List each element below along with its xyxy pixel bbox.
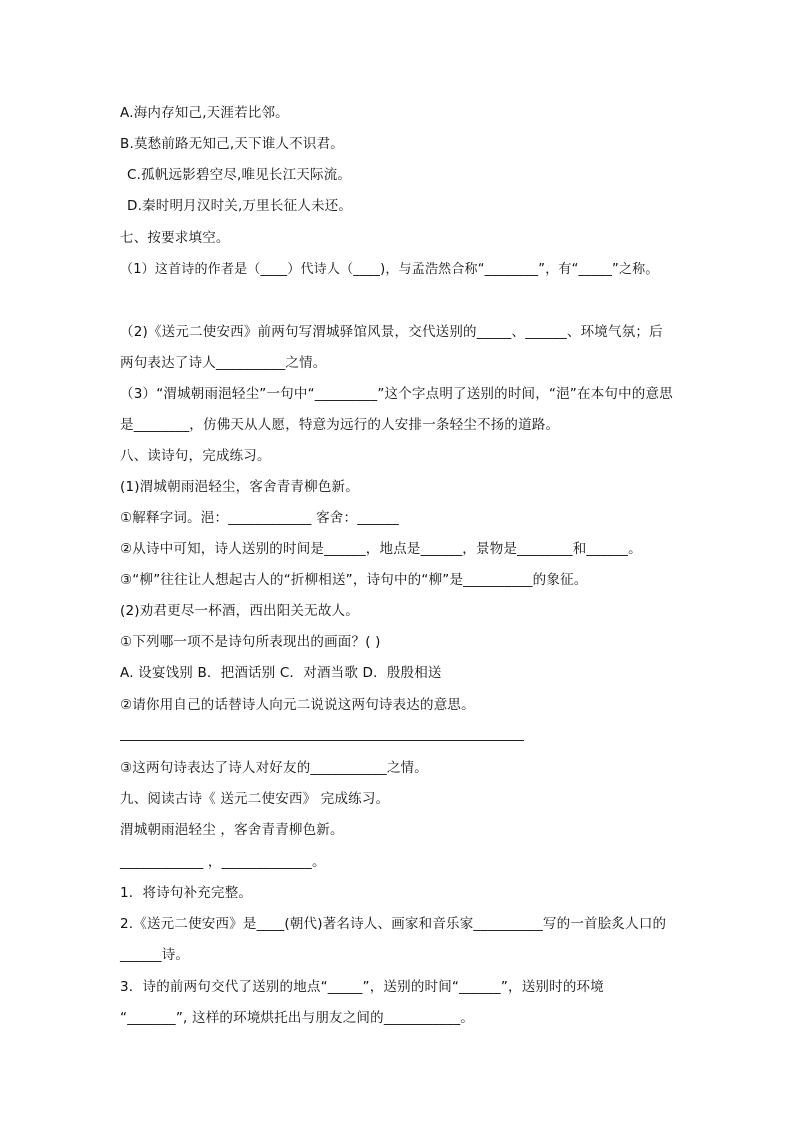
poem-line-3: 渭城朝雨浥轻尘 ，客舍青青柳色新。 <box>120 822 344 838</box>
section-9-heading: 九、阅读古诗《 送元二使安西》 完成练习。 <box>120 791 390 807</box>
question-9-1: 1．将诗句补充完整。 <box>120 885 253 901</box>
section-7-heading: 七、按要求填空。 <box>120 230 230 246</box>
question-7-2-line2: 两句表达了诗人__________之情。 <box>120 355 327 371</box>
question-8-2-3: ③这两句诗表达了诗人对好友的___________之情。 <box>120 760 428 776</box>
question-8-2-1: ①下列哪一项不是诗句所表现出的画面？( ) <box>120 634 381 650</box>
question-7-3-line2: 是________，仿佛天从人愿，特意为远行的人安排一条轻尘不扬的道路。 <box>120 417 560 433</box>
question-7-2-line1: （2)《送元二使安西》前两句写渭城驿馆风景，交代送别的_____、______、环境气氛；后 <box>120 324 663 340</box>
answer-line <box>120 740 524 741</box>
poem-line-1: (1)渭城朝雨浥轻尘，客舍青青柳色新。 <box>120 479 359 495</box>
question-8-1-3: ③“柳”往往让人想起古人的“折柳相送”，诗句中的“柳”是__________的象征。 <box>120 572 588 588</box>
question-9-3-line2: “_______”, 这样的环境烘托出与朋友之间的___________。 <box>120 1010 474 1026</box>
section-8-heading: 八、读诗句，完成练习。 <box>120 448 271 464</box>
poem-line-2: (2)劝君更尽一杯酒，西出阳关无故人。 <box>120 603 359 619</box>
question-8-1-2: ②从诗中可知，诗人送别的时间是______，地点是______，景物是________和______。 <box>120 541 642 557</box>
question-9-3-line1: 3．诗的前两句交代了送别的地点“_____”，送别的时间“______”，送别时的环境 <box>120 979 604 995</box>
option-b: B.莫愁前路无知己,天下谁人不识君。 <box>120 136 344 152</box>
question-8-2-2: ②请你用自己的话替诗人向元二说说这两句诗表达的意思。 <box>120 697 475 713</box>
question-7-1: （1）这首诗的作者是（____）代诗人（____)，与孟浩然合称“________”，有“_____”之称。 <box>120 262 659 277</box>
question-9-2-line2: ______诗。 <box>120 947 190 963</box>
option-a: A.海内存知己,天涯若比邻。 <box>120 105 289 121</box>
option-d: D.秦时明月汉时关,万里长征人未还。 <box>127 198 353 214</box>
question-9-2-line1: 2.《送元二使安西》是____(朝代)著名诗人、画家和音乐家__________写的一首脍炙人口的 <box>120 916 667 932</box>
question-7-3-line1: （3）“渭城朝雨浥轻尘”一句中“_________”这个字点明了送别的时间，“浥”在本句中的意思 <box>120 386 673 402</box>
poem-blank-line: ____________ ，_____________。 <box>120 854 326 870</box>
question-8-1-1: ①解释字词。浥：____________ 客舍：______ <box>120 510 399 526</box>
option-c: C.孤帆远影碧空尽,唯见长江天际流。 <box>127 167 352 183</box>
question-8-2-options: A. 设宴饯别 B．把酒话别 C．对酒当歌 D．殷殷相送 <box>120 665 442 681</box>
